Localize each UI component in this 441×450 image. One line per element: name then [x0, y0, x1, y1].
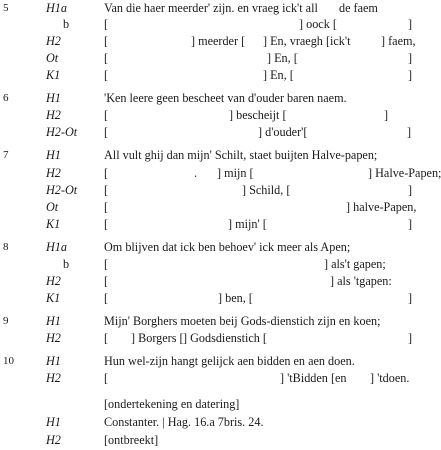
witness-siglum: H2 [46, 371, 61, 385]
variant-segment: de faem [339, 1, 378, 15]
witness-siglum: b [63, 17, 70, 31]
witness-siglum: K1 [46, 217, 61, 231]
line-text: Mijn' Borghers moeten beij Gods-dienstich zijn en koen; [104, 314, 381, 328]
witness-siglum: H1 [46, 354, 61, 368]
variant-segment: ] halve-Papen, [346, 200, 417, 214]
line-text: Constanter. | Hag. 16.a 7bris. 24. [104, 415, 264, 429]
line-number: 5 [3, 2, 9, 14]
line-number: 10 [3, 355, 14, 367]
variant-segment: ] Halve-Papen; [368, 166, 441, 180]
variant-segment: ] [408, 217, 413, 231]
witness-siglum: H1a [46, 1, 67, 15]
variant-segment: [ [104, 68, 109, 82]
apparatus-line [0, 396, 417, 412]
witness-siglum: H2-Ot [46, 183, 78, 197]
variant-segment: [ [104, 17, 109, 31]
apparatus-line [0, 124, 417, 140]
witness-siglum: H2 [46, 34, 61, 48]
apparatus-line [0, 147, 417, 163]
apparatus-line [0, 313, 417, 329]
line-number: 9 [3, 315, 9, 327]
witness-siglum: K1 [46, 291, 61, 305]
apparatus-line [0, 16, 417, 32]
line-text: Om blijven dat ick ben behoev' ick meer als Apen; [104, 240, 351, 254]
line-number: 6 [3, 92, 9, 104]
apparatus-line [0, 0, 417, 16]
apparatus-line [0, 256, 417, 272]
line-number: 7 [3, 149, 9, 161]
variant-segment: ] faem, [381, 34, 416, 48]
apparatus-line [0, 67, 417, 83]
witness-siglum: Ot [46, 51, 59, 65]
apparatus-line [0, 182, 417, 198]
variant-segment: [ [104, 257, 109, 271]
variant-segment: [ [104, 291, 109, 305]
apparatus-line [0, 370, 417, 386]
variant-segment: ] [408, 68, 413, 82]
variant-segment: ] mijn' [ [228, 217, 267, 231]
variant-segment: . [194, 166, 198, 180]
witness-siglum: b [63, 257, 70, 271]
apparatus-line [0, 216, 417, 232]
witness-siglum: H1 [46, 314, 61, 328]
apparatus-line [0, 290, 417, 306]
line-text: All vult ghij dan mijn' Schilt, staet buijten Halve-papen; [104, 148, 378, 162]
apparatus-line [0, 239, 417, 255]
apparatus-line [0, 90, 417, 106]
line-number: 8 [3, 241, 9, 253]
variant-segment: [ [104, 51, 109, 65]
variant-segment: [ [104, 34, 109, 48]
variant-segment: ] ben, [ [218, 291, 253, 305]
variant-segment: [ [104, 274, 109, 288]
variant-segment: ] [407, 125, 412, 139]
witness-siglum: H2 [46, 108, 61, 122]
witness-siglum: H2 [46, 274, 61, 288]
variant-segment: [ [104, 200, 109, 214]
line-text: [ontbreekt] [104, 433, 159, 447]
variant-segment: ] oock [ [299, 17, 337, 31]
apparatus-line [0, 50, 417, 66]
variant-segment: [ [104, 331, 109, 345]
witness-siglum: H1a [46, 240, 67, 254]
witness-siglum: H2 [46, 331, 61, 345]
variant-segment: ] Schild, [ [242, 183, 291, 197]
variant-segment: Van die haer meerder' zijn. en vraeg ick't all [104, 1, 318, 15]
variant-segment: ] meerder [ [191, 34, 246, 48]
variant-segment: ] [408, 51, 413, 65]
variant-segment: ] [384, 108, 389, 122]
apparatus-line [0, 199, 417, 215]
witness-siglum: H1 [46, 91, 61, 105]
witness-siglum: H1 [46, 148, 61, 162]
apparatus-line [0, 33, 417, 49]
variant-segment: ] 'tdoen. [370, 371, 410, 385]
apparatus-line [0, 432, 417, 448]
variant-segment: ] als't gapen; [324, 257, 386, 271]
apparatus-line [0, 353, 417, 369]
variant-segment: ] [408, 331, 413, 345]
witness-siglum: H2-Ot [46, 125, 78, 139]
variant-segment: ] 'tBidden [en [280, 371, 347, 385]
witness-siglum: Ot [46, 200, 59, 214]
variant-segment: ] En, vraegh [ick't [263, 34, 351, 48]
variant-segment: [ [104, 183, 109, 197]
witness-siglum: H1 [46, 415, 61, 429]
line-text: 'Ken leere geen bescheet van d'ouder baren naem. [104, 91, 347, 105]
variant-segment: [ [104, 125, 109, 139]
witness-siglum: H2 [46, 433, 61, 447]
variant-segment: ] d'ouder'[ [258, 125, 308, 139]
variant-segment: ] als 'tgapen: [330, 274, 392, 288]
variant-segment: ] [408, 291, 413, 305]
variant-segment: ] En, [ [263, 68, 294, 82]
witness-siglum: K1 [46, 68, 61, 82]
variant-segment: ] En, [ [267, 51, 298, 65]
variant-segment: [ [104, 217, 109, 231]
variant-segment: ] Godsdienstich [ [183, 331, 267, 345]
apparatus-line [0, 165, 441, 181]
line-text: Hun wel-zijn hangt gelijck aen bidden en aen doen. [104, 354, 355, 368]
variant-segment: [ [104, 166, 109, 180]
variant-segment: ] [408, 17, 413, 31]
variant-segment: ] bescheijt [ [229, 108, 287, 122]
apparatus-line [0, 107, 417, 123]
variant-segment: [ [104, 371, 109, 385]
variant-segment: [ [104, 108, 109, 122]
witness-siglum: H2 [46, 166, 61, 180]
line-text: [ondertekening en datering] [104, 397, 240, 411]
variant-segment: ] [408, 183, 413, 197]
variant-segment: ] mijn [ [217, 166, 254, 180]
apparatus-line [0, 414, 417, 430]
apparatus-line [0, 273, 417, 289]
variant-segment: ] Borgers [ [131, 331, 184, 345]
apparatus-line [0, 330, 417, 346]
